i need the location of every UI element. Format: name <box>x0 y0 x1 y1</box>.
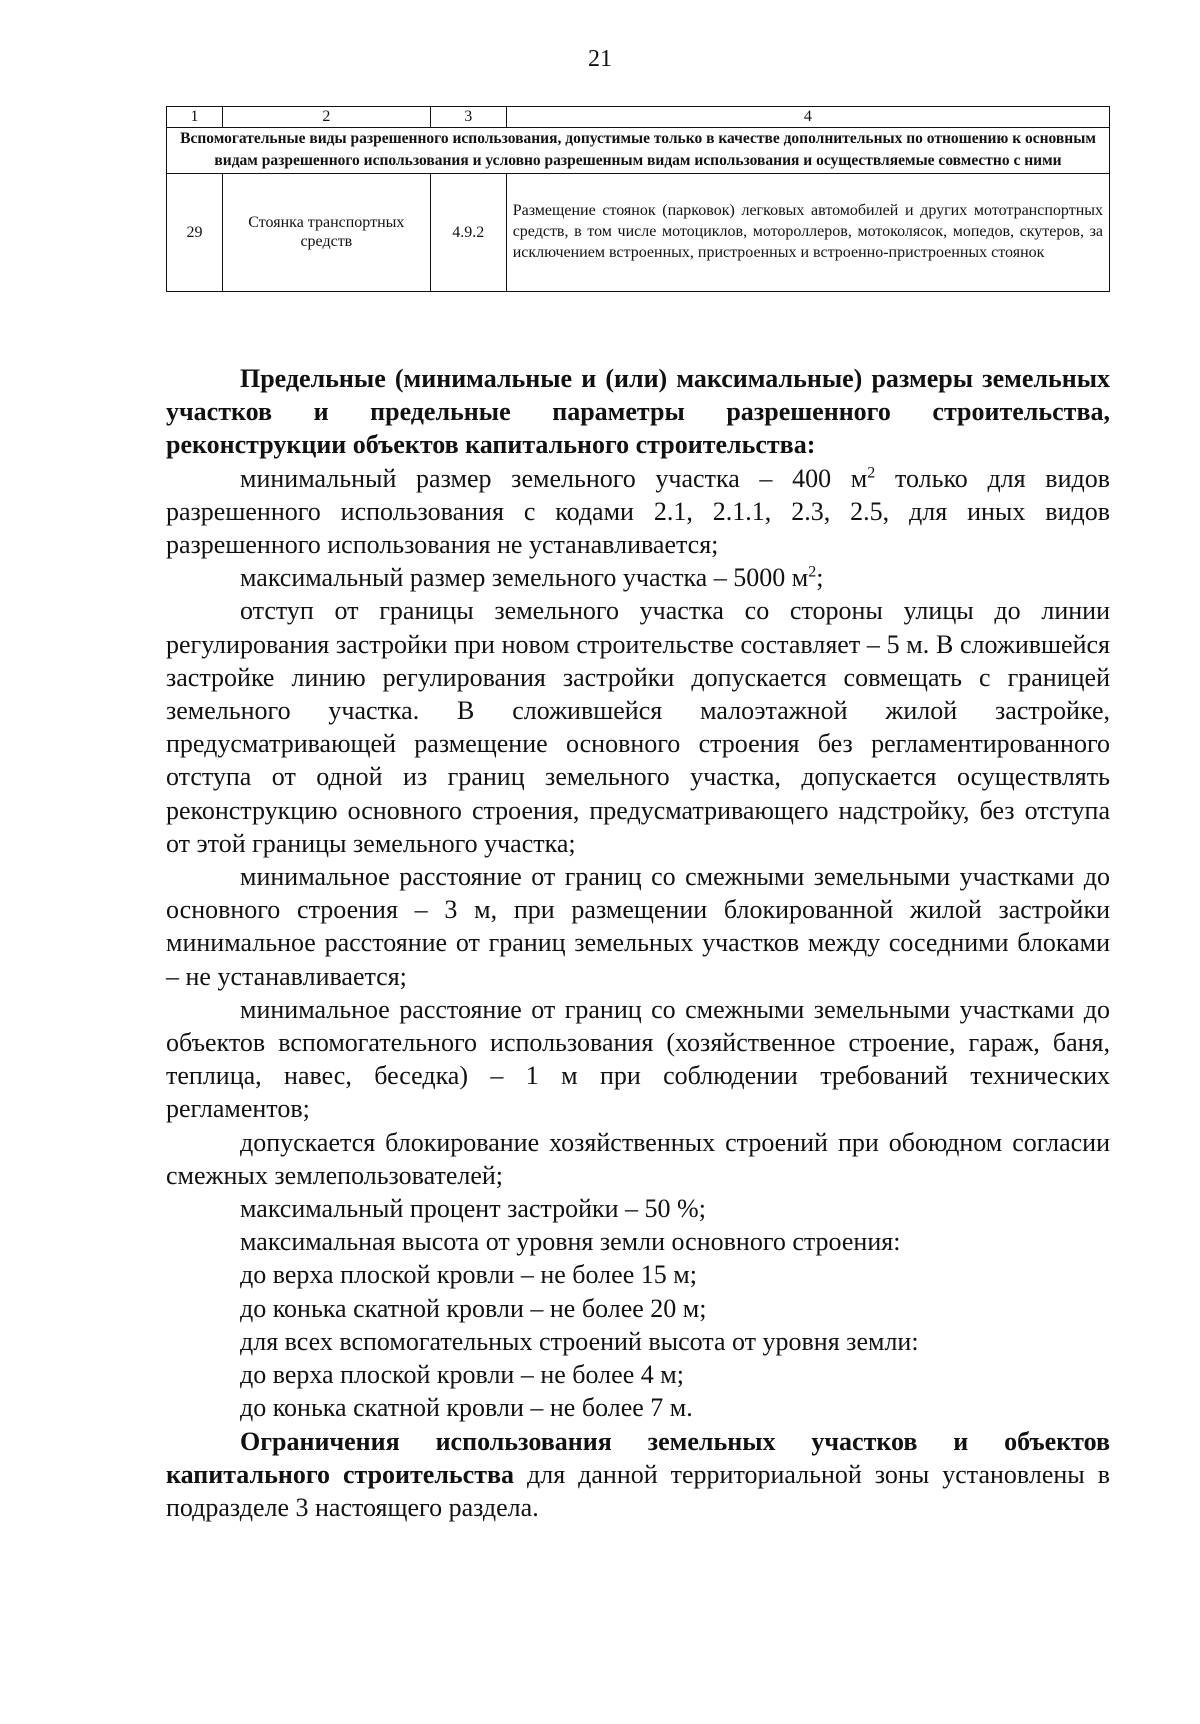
use-name: Стоянка транспортных средств <box>222 173 430 291</box>
pitched-roof-aux-line: до конька скатной кровли – не более 7 м. <box>240 1393 693 1423</box>
max-plot-size-text: максимальный размер земельного участка – 5000 м <box>240 563 809 593</box>
table-row <box>167 173 1110 291</box>
superscript: 2 <box>867 463 876 481</box>
use-code: 4.9.2 <box>430 173 506 291</box>
aux-height-line: для всех вспомогательных строений высота от уровня земли: <box>240 1326 919 1356</box>
section-heading: Предельные (минимальные и (или) максимальные) размеры земельных участков и предельные параметры разрешенного строительства, реконструкции объектов капитального строительства: <box>166 364 1110 460</box>
max-height-main-line: максимальная высота от уровня земли основного строения: <box>240 1227 901 1257</box>
page-number: 21 <box>588 46 612 72</box>
max-coverage-line: максимальный процент застройки – 50 %; <box>240 1194 706 1224</box>
restrictions-text: для данной территориальной зоны установлены в подразделе 3 настоящего раздела. <box>166 1459 1110 1522</box>
land-use-table <box>166 106 1110 292</box>
row-number: 29 <box>167 173 223 291</box>
flat-roof-aux-line: до верха плоской кровли – не более 4 м; <box>240 1360 684 1390</box>
max-plot-size-paragraph <box>166 561 1110 594</box>
max-plot-size-text-cont: ; <box>816 563 824 593</box>
setback-paragraph: отступ от границы земельного участка со стороны улицы до линии регулирования застройки при новом строительстве составляет – 5 м. В сложившейся застройке линию регулирования застройки допускается совмещать с границей земельного участка. В сложившейся малоэтажной жилой застройке, предусматривающей размещение основного строения без регламентированного отступа от одной из границ земельного участка, допускается осуществлять реконструкцию основного строения, предусматривающего надстройку, без отступа от этой границы земельного участка; <box>166 596 1110 858</box>
column-header: 3 <box>430 107 506 128</box>
regulations-text <box>166 362 1110 1524</box>
restrictions-paragraph <box>166 1425 1110 1525</box>
column-header: 4 <box>506 107 1109 128</box>
blocking-paragraph: допускается блокирование хозяйственных строений при обоюдном согласии смежных землепользователей; <box>166 1127 1110 1190</box>
pitched-roof-main-line: до конька скатной кровли – не более 20 м; <box>240 1293 707 1323</box>
column-header: 1 <box>167 107 223 128</box>
min-plot-size-text-cont: только для видов разрешенного использования с кодами 2.1, 2.1.1, 2.3, 2.5, для иных видов разрешенного использования не устанавливается; <box>166 463 1110 560</box>
min-distance-aux-paragraph: минимальное расстояние от границ со смежными земельными участками до объектов вспомогательного использования (хозяйственное строение, гараж, баня, теплица, навес, беседка) – 1 м при соблюдении требований технических регламентов; <box>166 994 1110 1124</box>
table-group-row <box>167 128 1110 174</box>
min-plot-size-text: минимальный размер земельного участка – 400 м <box>240 463 868 493</box>
column-header: 2 <box>222 107 430 128</box>
table-header-row <box>167 107 1110 128</box>
flat-roof-main-line: до верха плоской кровли – не более 15 м; <box>240 1260 697 1290</box>
min-plot-size-paragraph <box>166 462 1110 562</box>
group-title: Вспомогательные виды разрешенного использования, допустимые только в качестве дополнительных по отношению к основным видам разрешенного использования и условно разрешенным видам использования и осуществляемые совместно с ними <box>167 128 1110 174</box>
superscript: 2 <box>808 563 817 581</box>
use-description: Размещение стоянок (парковок) легковых автомобилей и других мототранспортных средств, в том числе мотоциклов, мотороллеров, мотоколясок, мопедов, скутеров, за исключением встроенных, пристроенных и встроенно-пристроенных стоянок <box>506 173 1109 291</box>
min-distance-main-paragraph: минимальное расстояние от границ со смежными земельными участками до основного строения – 3 м, при размещении блокированной жилой застройки минимальное расстояние от границ земельных участков между соседними блоками – не устанавливается; <box>166 862 1110 991</box>
restrictions-lead: Ограничения использования земельных участков и объектов капитального строительства <box>166 1426 1110 1489</box>
